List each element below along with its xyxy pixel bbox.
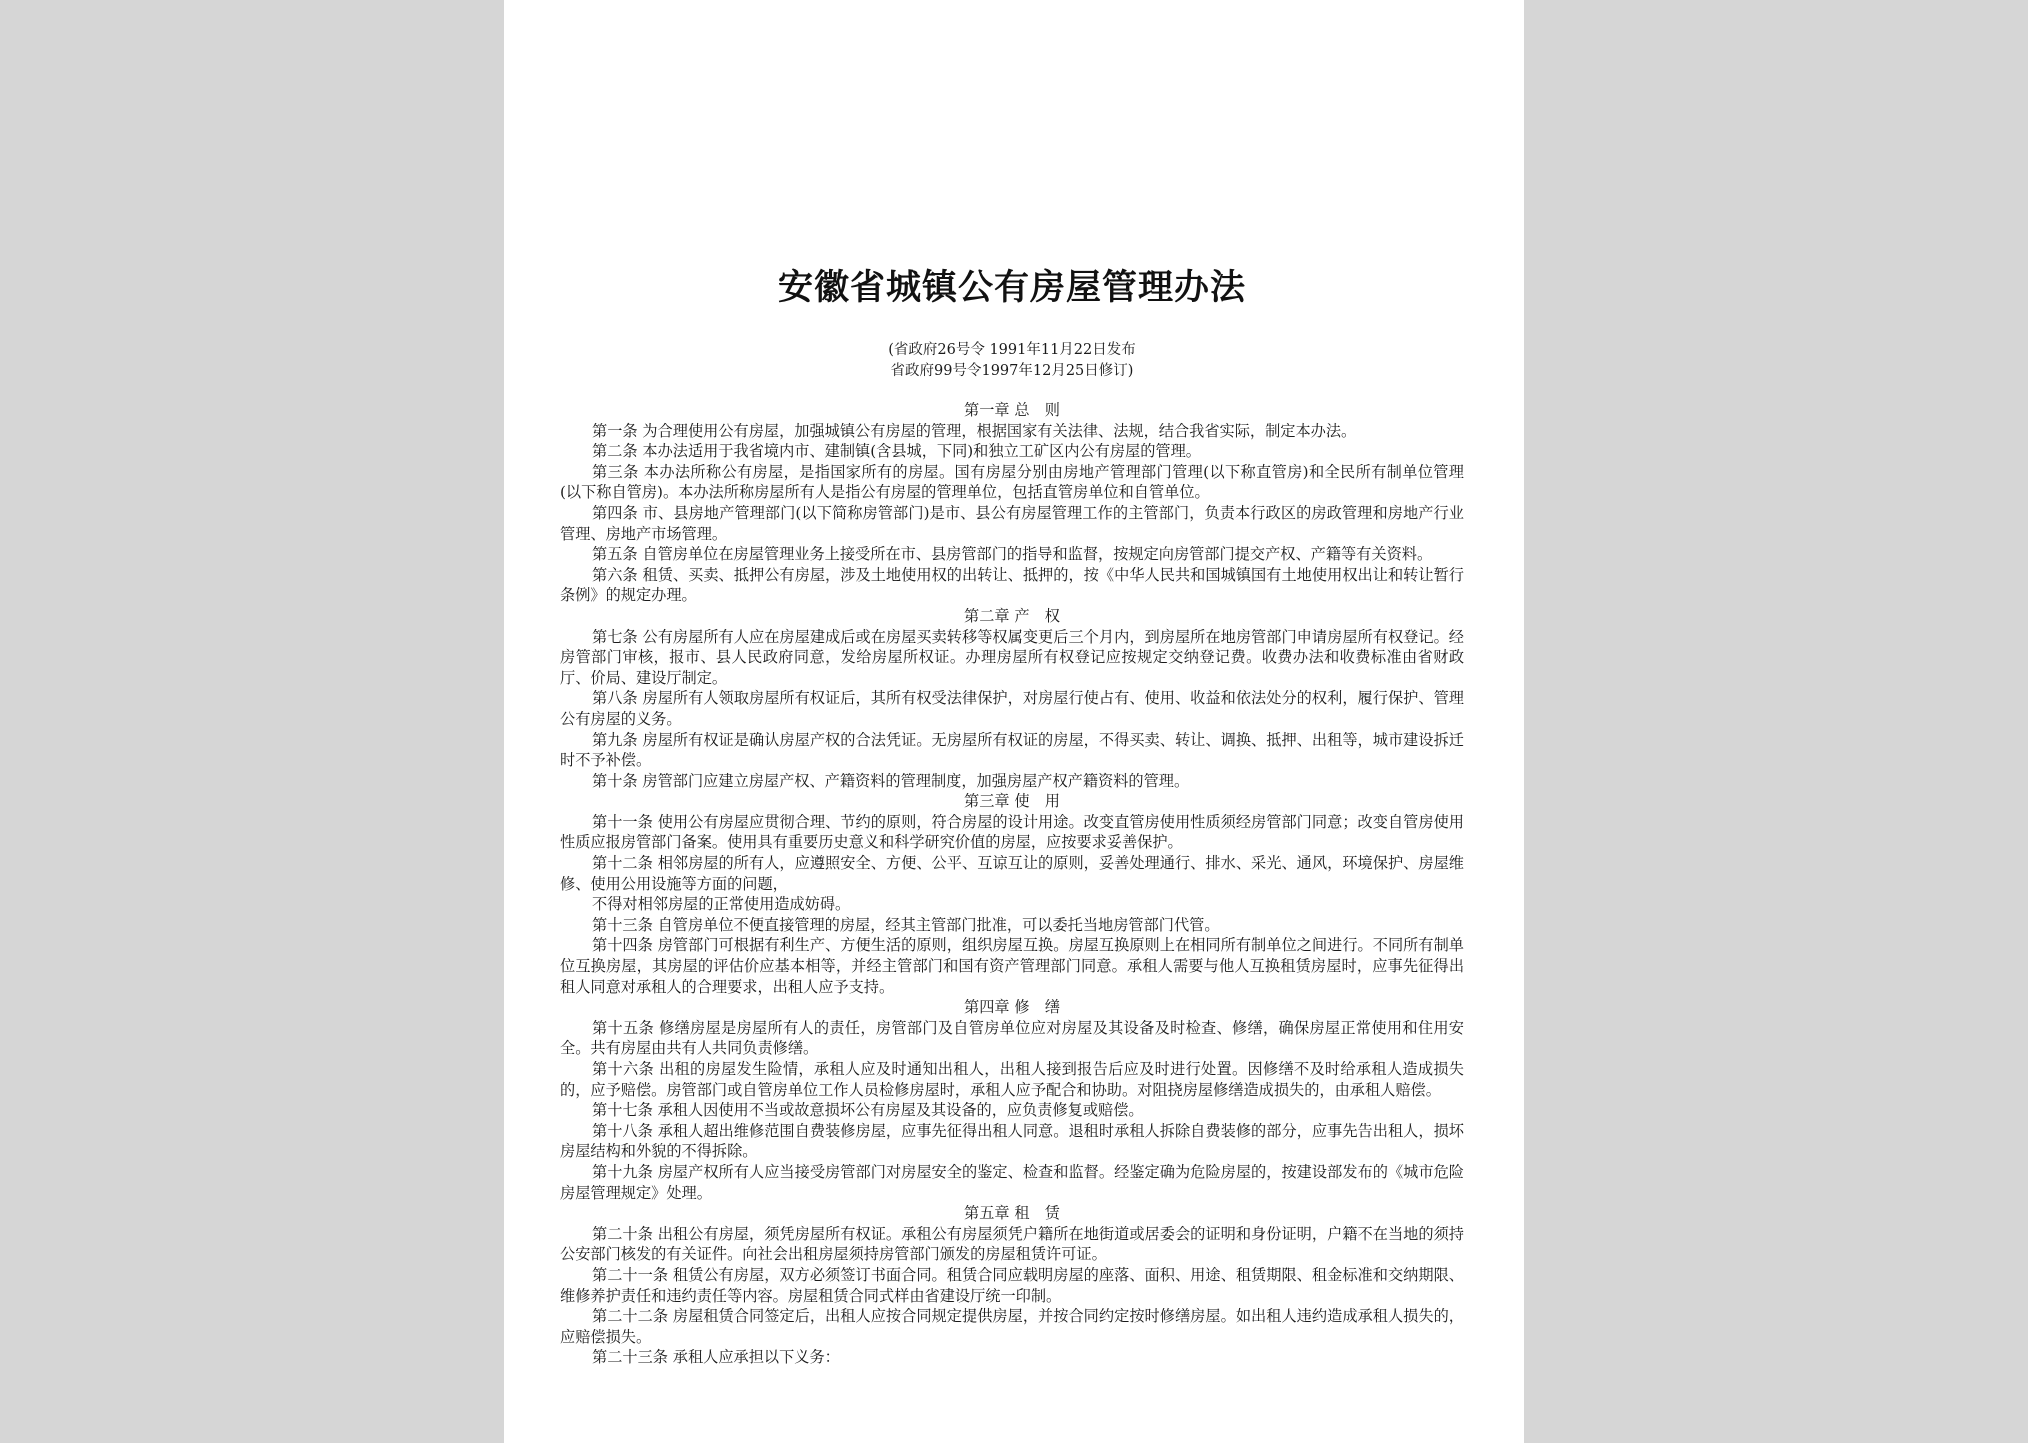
article-paragraph: 第七条 公有房屋所有人应在房屋建成后或在房屋买卖转移等权属变更后三个月内，到房屋所在地房管部门申请房屋所有权登记。经房管部门审核，报市、县人民政府同意，发给房屋所权证。办理房屋所有权登记应按规定交纳登记费。收费办法和收费标准由省财政厅、价局、建设厅制定。 xyxy=(560,627,1464,687)
article-paragraph: 第十九条 房屋产权所有人应当接受房管部门对房屋安全的鉴定、检查和监督。经鉴定确为危险房屋的，按建设部发布的《城市危险房屋管理规定》处理。 xyxy=(560,1162,1464,1202)
chapter-heading: 第二章 产 权 xyxy=(964,606,1060,625)
article-paragraph: 第四条 市、县房地产管理部门(以下简称房管部门)是市、县公有房屋管理工作的主管部门，负责本行政区的房政管理和房地产行业管理、房地产市场管理。 xyxy=(560,503,1464,543)
article-paragraph: 第十八条 承租人超出维修范围自费装修房屋，应事先征得出租人同意。退租时承租人拆除自费装修的部分，应事先告出租人，损坏房屋结构和外貌的不得拆除。 xyxy=(560,1121,1464,1161)
article-paragraph: 第二十三条 承租人应承担以下义务： xyxy=(592,1348,840,1367)
article-paragraph: 第十一条 使用公有房屋应贯彻合理、节约的原则，符合房屋的设计用途。改变直管房使用性质须经房管部门同意；改变自管房使用性质应报房管部门备案。使用具有重要历史意义和科学研究价值的房屋，应按要求妥善保护。 xyxy=(560,812,1464,852)
article-paragraph: 第六条 租赁、买卖、抵押公有房屋，涉及土地使用权的出转让、抵押的，按《中华人民共和国城镇国有土地使用权出让和转让暂行条例》的规定办理。 xyxy=(560,565,1464,605)
chapter-heading: 第五章 租 赁 xyxy=(964,1204,1060,1223)
document-title: 安徽省城镇公有房屋管理办法 xyxy=(777,267,1246,308)
chapter-heading: 第三章 使 用 xyxy=(964,792,1060,811)
article-paragraph: 第十四条 房管部门可根据有利生产、方便生活的原则，组织房屋互换。房屋互换原则上在相同所有制单位之间进行。不同所有制单位互换房屋，其房屋的评估价应基本相等，并经主管部门和国有资产管理部门同意。承租人需要与他人互换租赁房屋时，应事先征得出租人同意对承租人的合理要求，出租人应予支持。 xyxy=(560,936,1464,996)
article-paragraph: 第十五条 修缮房屋是房屋所有人的责任，房管部门及自管房单位应对房屋及其设备及时检查、修缮，确保房屋正常使用和住用安全。共有房屋由共有人共同负责修缮。 xyxy=(560,1018,1464,1058)
chapter-heading: 第四章 修 缮 xyxy=(964,998,1060,1017)
chapter-heading: 第一章 总 则 xyxy=(964,401,1060,419)
article-paragraph: 第十三条 自管房单位不便直接管理的房屋，经其主管部门批准，可以委托当地房管部门代管。 xyxy=(592,915,1220,934)
article-paragraph: 第二十一条 租赁公有房屋，双方必须签订书面合同。租赁合同应载明房屋的座落、面积、用途、租赁期限、租金标准和交纳期限、维修养护责任和违约责任等内容。房屋租赁合同式样由省建设厅统一印制。 xyxy=(560,1265,1464,1305)
issue-line-2: 省政府99号令1997年12月25日修订) xyxy=(890,363,1134,379)
article-paragraph: 第十条 房管部门应建立房屋产权、产籍资料的管理制度，加强房屋产权产籍资料的管理。 xyxy=(592,771,1190,790)
article-paragraph: 第二十条 出租公有房屋，须凭房屋所有权证。承租公有房屋须凭户籍所在地街道或居委会的证明和身份证明，户籍不在当地的须持公安部门核发的有关证件。向社会出租房屋须持房管部门颁发的房屋租赁许可证。 xyxy=(560,1224,1464,1264)
document-body xyxy=(560,400,1464,1368)
article-paragraph: 第五条 自管房单位在房屋管理业务上接受所在市、县房管部门的指导和监督，按规定向房管部门提交产权、产籍等有关资料。 xyxy=(592,545,1433,564)
article-paragraph: 第一条 为合理使用公有房屋，加强城镇公有房屋的管理，根据国家有关法律、法规，结合我省实际，制定本办法。 xyxy=(592,421,1357,440)
article-paragraph: 第八条 房屋所有人领取房屋所有权证后，其所有权受法律保护，对房屋行使占有、使用、收益和依法处分的权利，履行保护、管理公有房屋的义务。 xyxy=(560,689,1464,728)
article-paragraph: 第十七条 承租人因使用不当或故意损坏公有房屋及其设备的，应负责修复或赔偿。 xyxy=(592,1101,1144,1120)
article-paragraph: 第十六条 出租的房屋发生险情，承租人应及时通知出租人，出租人接到报告后应及时进行处置。因修缮不及时给承租人造成损失的，应予赔偿。房管部门或自管房单位工作人员检修房屋时，承租人应予配合和协助。对阻挠房屋修缮造成损失的，由承租人赔偿。 xyxy=(560,1060,1464,1099)
article-paragraph: 第二条 本办法适用于我省境内市、建制镇(含县城，下同)和独立工矿区内公有房屋的管理。 xyxy=(592,442,1201,461)
article-paragraph: 不得对相邻房屋的正常使用造成妨碍。 xyxy=(592,895,851,914)
issue-line-1: (省政府26号令 1991年11月22日发布 xyxy=(888,342,1136,358)
document-page xyxy=(504,0,1524,1443)
article-paragraph: 第十二条 相邻房屋的所有人，应遵照安全、方便、公平、互谅互让的原则，妥善处理通行、排水、采光、通风，环境保护、房屋维修、使用公用设施等方面的问题， xyxy=(560,854,1464,893)
article-paragraph: 第九条 房屋所有权证是确认房屋产权的合法凭证。无房屋所有权证的房屋，不得买卖、转让、调换、抵押、出租等，城市建设拆迁时不予补偿。 xyxy=(560,730,1464,770)
article-paragraph: 第二十二条 房屋租赁合同签定后，出租人应按合同规定提供房屋，并按合同约定按时修缮房屋。如出租人违约造成承租人损失的，应赔偿损失。 xyxy=(560,1307,1464,1346)
article-paragraph: 第三条 本办法所称公有房屋，是指国家所有的房屋。国有房屋分别由房地产管理部门管理(以下称直管房)和全民所有制单位管理(以下称自管房)。本办法所称房屋所有人是指公有房屋的管理单位，包括直管房单位和自管单位。 xyxy=(560,462,1464,502)
